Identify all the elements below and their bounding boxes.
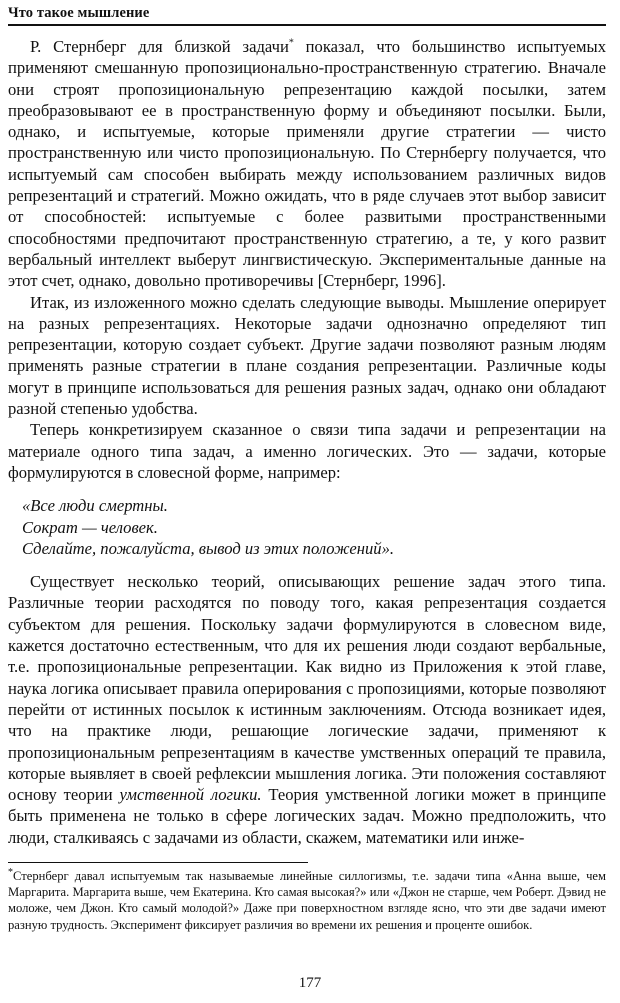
footnote-rule xyxy=(8,862,308,863)
footnote-text: Стернберг давал испытуемым так называемые линейные силлогизмы, т.е. задачи типа «Анна выше, чем Маргарита. Маргарита выше, чем Екатерина. Кто самая высокая?» или «Джон не старше, чем Роберт. Дэвид не моложе, чем Джон. Кто самый молодой?» Даже при поверхностном взгляде ясно, что эти две задачи имеют разную трудность. Эксперимент фиксирует различия во времени их решения и проценте ошибок. xyxy=(8,868,606,932)
emphasis-term: умственной логики. xyxy=(119,785,262,805)
footnote xyxy=(8,868,606,933)
paragraph-1 xyxy=(8,36,606,292)
paragraph-4 xyxy=(8,571,606,848)
example-syllogism xyxy=(22,495,606,559)
running-title: Что такое мышление xyxy=(8,5,150,21)
header-rule xyxy=(8,24,606,26)
page-number: 177 xyxy=(298,975,322,991)
footnote-marker: * xyxy=(288,37,294,49)
footnote-note-marker: * xyxy=(8,866,13,878)
paragraph-1-start: Р. Стернберг для близкой задачи xyxy=(30,37,289,56)
paragraph-1-rest: показал, что большинство испытуемых применяют смешанную пропозиционально-пространственную стратегию. Вначале они строят пропозициональную репрезентацию каждой посылки, затем преобразовывают ее в пространственную форму и объединяют посылки. Были, однако, и испытуемые, которые применяли другие стратегии — чисто пространственную или чисто пропозициональную. По Стернбергу получается, что испытуемый сам способен выбирать между использованием различных видов репрезентаций и стратегий. Можно ожидать, что в ряде случаев этот выбор зависит от способностей: испытуемые с более развитыми пространственными способностями предпочитают пространственную стратегию, а те, у кого развит вербальный интеллект выберут лингвистическую. Экспериментальные данные на этот счет, однако, довольно противоречивы [Стернберг, 1996]. xyxy=(8,37,606,291)
example-line-1: «Все люди смертны. xyxy=(22,496,168,516)
paragraph-2: Итак, из изложенного можно сделать следующие выводы. Мышление оперирует на разных репрезентациях. Некоторые задачи однозначно определяют тип репрезентации, которую создает субъект. Другие задачи позволяют разным людям применять разные стратегии в плане создания репрезентации. Различные коды могут в принципе использоваться для решения разных задач, однако они обладают разной степенью удобства. xyxy=(8,292,606,419)
example-line-2: Сократ — человек. xyxy=(22,517,158,537)
paragraph-3: Теперь конкретизируем сказанное о связи типа задачи и репрезентации на материале одного типа задач, а именно логических. Это — задачи, которые формулируются в словесной форме, например: xyxy=(8,420,606,482)
paragraph-4-rest: Теория умственной логики может в принципе быть применена не только в сфере логических задач. Можно предположить, что люди, сталкиваясь с задачами из области, скажем, математики или инже- xyxy=(8,785,606,847)
main-text xyxy=(8,36,606,848)
example-line-3: Сделайте, пожалуйста, вывод из этих положений». xyxy=(22,538,395,558)
paragraph-4-start: Существует несколько теорий, описывающих решение задач этого типа. Различные теории расходятся по поводу того, какая репрезентация создается субъектом для решения. Поскольку задачи формулируются в словесном виде, кажется достаточно естественным, что для их решения люди создают вербальные, т.е. пропозициональные репрезентации. Как видно из Приложения к этой главе, наука логика описывает правила оперирования с пропозициями, которые позволяют перейти от истинных посылок к истинным заключениям. Отсюда возникает идея, что на практике люди, решающие логические задачи, применяют к пропозициональным репрезентациям в качестве умственных операций те правила, которые выявляет в своей рефлексии мышления логика. Эти положения составляют основу теории xyxy=(8,572,606,805)
